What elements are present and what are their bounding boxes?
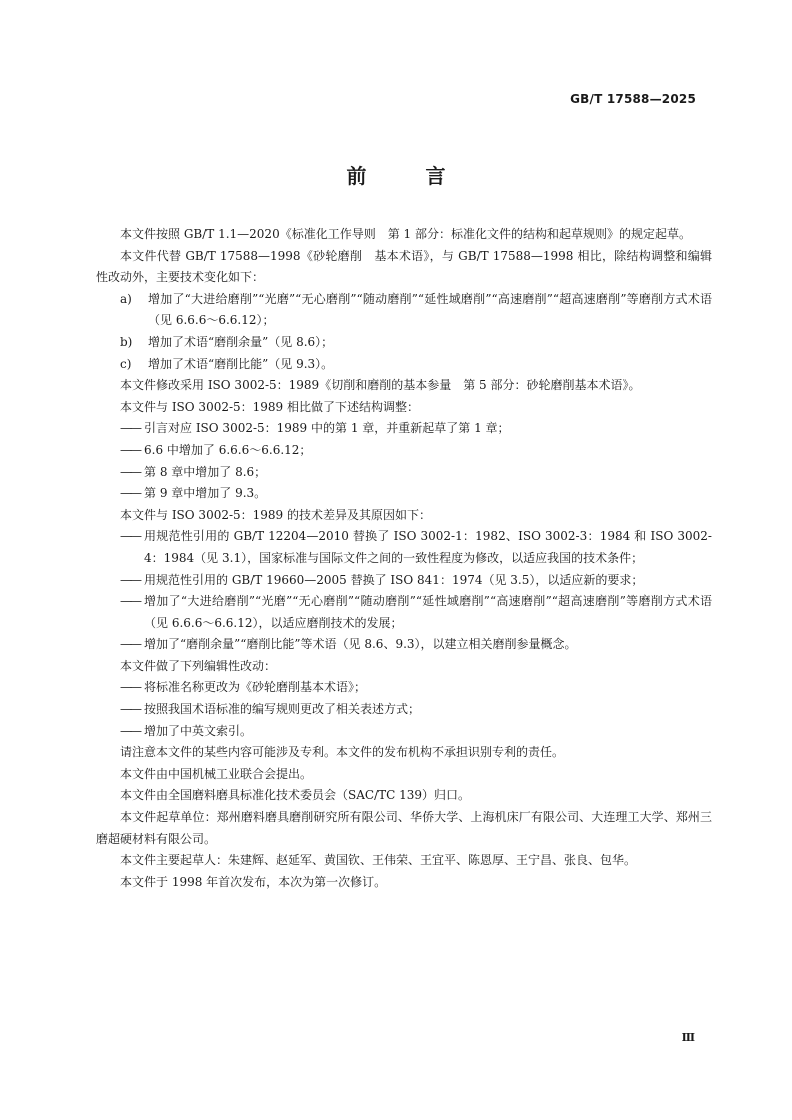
- list-marker: ——: [120, 442, 140, 457]
- list-marker: b): [120, 334, 133, 349]
- list-item-text: 增加了术语“磨削余量”（见 8.6）；: [148, 334, 334, 349]
- list-item-lettered: [96, 354, 712, 376]
- list-marker: ——: [120, 464, 140, 479]
- list-item-text: 增加了“大进给磨削”“光磨”“无心磨削”“随动磨削”“延性域磨削”“高速磨削”“超高速磨削”等磨削方式术语（见 6.6.6～6.6.12），以适应磨削技术的发展；: [144, 594, 712, 630]
- list-marker: c): [120, 356, 132, 371]
- page-title: 前 言: [346, 164, 472, 188]
- list-item-dash: [96, 526, 712, 569]
- list-item-dash: [96, 462, 712, 484]
- list-item-text: 增加了中英文索引。: [144, 723, 253, 738]
- list-item-dash: [96, 440, 712, 462]
- list-marker: ——: [120, 421, 140, 436]
- paragraph: 本文件按照 GB/T 1.1—2020《标准化工作导则 第 1 部分：标准化文件的结构和起草规则》的规定起草。: [120, 227, 691, 241]
- list-marker: ——: [120, 702, 140, 717]
- list-marker: ——: [120, 637, 140, 652]
- list-item-dash: [96, 570, 712, 592]
- list-item-text: 第 9 章中增加了 9.3。: [144, 486, 267, 501]
- paragraph: 本文件做了下列编辑性改动：: [120, 658, 277, 673]
- paragraph: 本文件修改采用 ISO 3002-5：1989《切削和磨削的基本参量 第 5 部分：砂轮磨削基本术语》。: [120, 378, 641, 393]
- list-item-text: 第 8 章中增加了 8.6；: [144, 464, 267, 479]
- standard-code: GB/T 17588—2025: [570, 92, 696, 106]
- list-marker: ——: [120, 486, 140, 501]
- list-marker: ——: [120, 680, 140, 695]
- paragraph: 本文件起草单位：郑州磨料磨具磨削研究所有限公司、华侨大学、上海机床厂有限公司、大连理工大学、郑州三磨超硬材料有限公司。: [96, 810, 712, 846]
- paragraph: 本文件与 ISO 3002-5：1989 相比做了下述结构调整：: [120, 399, 420, 414]
- list-item-text: 按照我国术语标准的编写规则更改了相关表述方式；: [144, 702, 421, 717]
- list-item-lettered: [96, 332, 712, 354]
- page-number: Ⅲ: [681, 1031, 695, 1044]
- list-item-text: 将标准名称更改为《砂轮磨削基本术语》；: [144, 680, 367, 695]
- list-item-text: 增加了“磨削余量”“磨削比能”等术语（见 8.6、9.3），以建立相关磨削参量概念。: [144, 637, 577, 652]
- list-item-text: 用规范性引用的 GB/T 19660—2005 替换了 ISO 841：1974（见 3.5），以适应新的要求；: [144, 572, 644, 587]
- list-marker: ——: [120, 529, 140, 544]
- list-marker: a): [120, 291, 132, 306]
- list-item-text: 6.6 中增加了 6.6.6～6.6.12；: [144, 442, 312, 457]
- list-item-text: 增加了术语“磨削比能”（见 9.3）。: [148, 356, 334, 371]
- list-item-text: 引言对应 ISO 3002-5：1989 中的第 1 章，并重新起草了第 1 章；: [144, 421, 510, 436]
- list-item-dash: [96, 591, 712, 634]
- paragraph: 本文件代替 GB/T 17588—1998《砂轮磨削 基本术语》，与 GB/T 17588—1998 相比，除结构调整和编辑性改动外，主要技术变化如下：: [96, 248, 712, 285]
- list-item-dash: [96, 721, 712, 743]
- list-marker: ——: [120, 594, 140, 609]
- list-item-text: 用规范性引用的 GB/T 12204—2010 替换了 ISO 3002-1：1982、ISO 3002-3：1984 和 ISO 3002-4：1984（见 3.1），国家标准与国际文件之间的一致性程度为修改，以适应我国的技术条件；: [144, 529, 712, 565]
- paragraph: 本文件与 ISO 3002-5：1989 的技术差异及其原因如下：: [120, 507, 432, 522]
- list-item-dash: [96, 418, 712, 440]
- list-item-text: 增加了“大进给磨削”“光磨”“无心磨削”“随动磨削”“延性域磨削”“高速磨削”“超高速磨削”等磨削方式术语（见 6.6.6～6.6.12）；: [148, 291, 712, 328]
- list-item-dash: [96, 699, 712, 721]
- paragraph: 请注意本文件的某些内容可能涉及专利。本文件的发布机构不承担识别专利的责任。: [120, 745, 565, 760]
- list-item-lettered: [96, 289, 712, 332]
- paragraph: 本文件由全国磨料磨具标准化技术委员会（SAC/TC 139）归口。: [120, 788, 471, 803]
- paragraph: 本文件于 1998 年首次发布，本次为第一次修订。: [120, 874, 387, 889]
- paragraph: 本文件由中国机械工业联合会提出。: [120, 766, 313, 781]
- list-marker: ——: [120, 723, 140, 738]
- foreword-body: [96, 224, 712, 893]
- list-marker: ——: [120, 572, 140, 587]
- list-item-dash: [96, 483, 712, 505]
- list-item-dash: [96, 677, 712, 699]
- paragraph: 本文件主要起草人：朱建辉、赵延军、黄国钦、王伟荣、王宜平、陈恩厚、王宁昌、张良、包华。: [120, 853, 637, 868]
- list-item-dash: [96, 634, 712, 656]
